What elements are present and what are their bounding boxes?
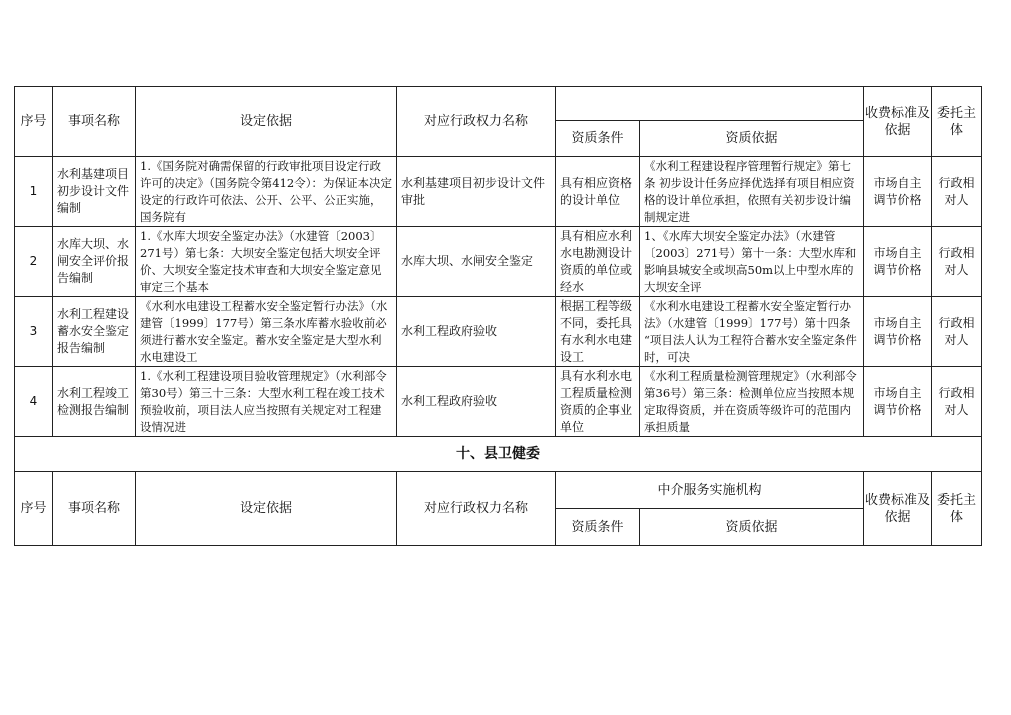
- table-row: [15, 157, 982, 227]
- section-row: [15, 437, 982, 472]
- table-header-row: [15, 472, 982, 509]
- header-agency: 中介服务实施机构: [556, 472, 864, 509]
- header-seq: 序号: [15, 472, 53, 546]
- header-entrust: 委托主体: [932, 87, 982, 157]
- cell-qual: 具有相应水利水电勘测设计资质的单位或经水: [560, 228, 633, 294]
- intermediary-services-table: [14, 86, 982, 546]
- cell-seq: 2: [15, 227, 53, 297]
- header-seq: 序号: [15, 87, 53, 157]
- header-basis: 设定依据: [136, 87, 397, 157]
- cell-qual-basis: 《水利工程建设程序管理暂行规定》第七条 初步设计任务应择优选择有项目相应资格的设计单位承担，依照有关初步设计编制规定进: [644, 158, 855, 224]
- section-title: 十、县卫健委: [15, 437, 982, 472]
- cell-entrust: 行政相对人: [938, 245, 975, 277]
- header-fee: 收费标准及依据: [864, 87, 932, 157]
- cell-qual: 根据工程等级不同，委托具有水利水电建设工: [560, 298, 633, 364]
- header-agency: [556, 87, 864, 121]
- header-entrust: 委托主体: [932, 472, 982, 546]
- cell-fee: 市场自主调节价格: [873, 175, 922, 207]
- header-qual: 资质条件: [556, 509, 640, 546]
- header-name: 事项名称: [53, 472, 136, 546]
- header-qual: 资质条件: [556, 121, 640, 157]
- cell-qual-basis: 《水利工程质量检测管理规定》（水利部令第36号）第三条：检测单位应当按照本规定取得资质，并在资质等级许可的范围内承担质量: [644, 368, 857, 434]
- cell-name: 水利工程建设蓄水安全鉴定报告编制: [57, 307, 130, 355]
- cell-power: 水利工程政府验收: [401, 394, 498, 408]
- cell-basis: 《水利水电建设工程蓄水安全鉴定暂行办法》（水建管〔1999〕177号）第三条水库蓄水验收前必须进行蓄水安全鉴定。蓄水安全鉴定是大型水利水电建设工: [140, 298, 388, 364]
- header-name: 事项名称: [53, 87, 136, 157]
- cell-fee: 市场自主调节价格: [873, 245, 922, 277]
- table-header-row: [15, 87, 982, 121]
- header-fee: 收费标准及依据: [864, 472, 932, 546]
- header-qual-basis: 资质依据: [640, 121, 864, 157]
- cell-power: 水利基建项目初步设计文件审批: [401, 175, 546, 207]
- cell-power: 水利工程政府验收: [401, 324, 498, 338]
- cell-entrust: 行政相对人: [938, 175, 975, 207]
- document-page: [14, 86, 981, 546]
- cell-name: 水利工程竣工检测报告编制: [57, 385, 130, 417]
- header-qual-basis: 资质依据: [640, 509, 864, 546]
- table-row: [15, 297, 982, 367]
- cell-basis: 1.《水利工程建设项目验收管理规定》（水利部令第30号）第三十三条：大型水利工程在竣工技术预验收前，项目法人应当按照有关规定对工程建设情况进: [140, 368, 387, 434]
- header-power: 对应行政权力名称: [397, 87, 556, 157]
- table-row: [15, 367, 982, 437]
- cell-name: 水库大坝、水闸安全评价报告编制: [57, 237, 130, 285]
- cell-basis: 1.《国务院对确需保留的行政审批项目设定行政许可的决定》（国务院令第412令）：为保证本决定设定的行政许可依法、公开、公平、公正实施，国务院有: [140, 158, 392, 224]
- header-power: 对应行政权力名称: [397, 472, 556, 546]
- cell-name: 水利基建项目初步设计文件编制: [57, 167, 130, 215]
- cell-qual: 具有相应资格的设计单位: [560, 175, 633, 207]
- cell-qual-basis: 《水利水电建设工程蓄水安全鉴定暂行办法》（水建管〔1999〕177号）第十四条 “项目法人认为工程符合蓄水安全鉴定条件时，可决: [644, 298, 857, 364]
- table-row: [15, 227, 982, 297]
- cell-seq: 4: [15, 367, 53, 437]
- cell-qual: 具有水利水电工程质量检测资质的企事业单位: [560, 368, 633, 434]
- cell-power: 水库大坝、水闸安全鉴定: [401, 254, 534, 268]
- cell-fee: 市场自主调节价格: [873, 315, 922, 347]
- cell-seq: 3: [15, 297, 53, 367]
- cell-fee: 市场自主调节价格: [873, 385, 922, 417]
- cell-entrust: 行政相对人: [938, 315, 975, 347]
- header-basis: 设定依据: [136, 472, 397, 546]
- cell-qual-basis: 1、《水库大坝安全鉴定办法》（水建管〔2003〕271号）第十一条：大型水库和影响县城安全或坝高50m以上中型水库的大坝安全评: [644, 228, 857, 294]
- cell-seq: 1: [15, 157, 53, 227]
- cell-entrust: 行政相对人: [938, 385, 975, 417]
- cell-basis: 1.《水库大坝安全鉴定办法》（水建管〔2003〕271号）第七条：大坝安全鉴定包括大坝安全评价、大坝安全鉴定技术审查和大坝安全鉴定意见审定三个基本: [140, 228, 382, 294]
